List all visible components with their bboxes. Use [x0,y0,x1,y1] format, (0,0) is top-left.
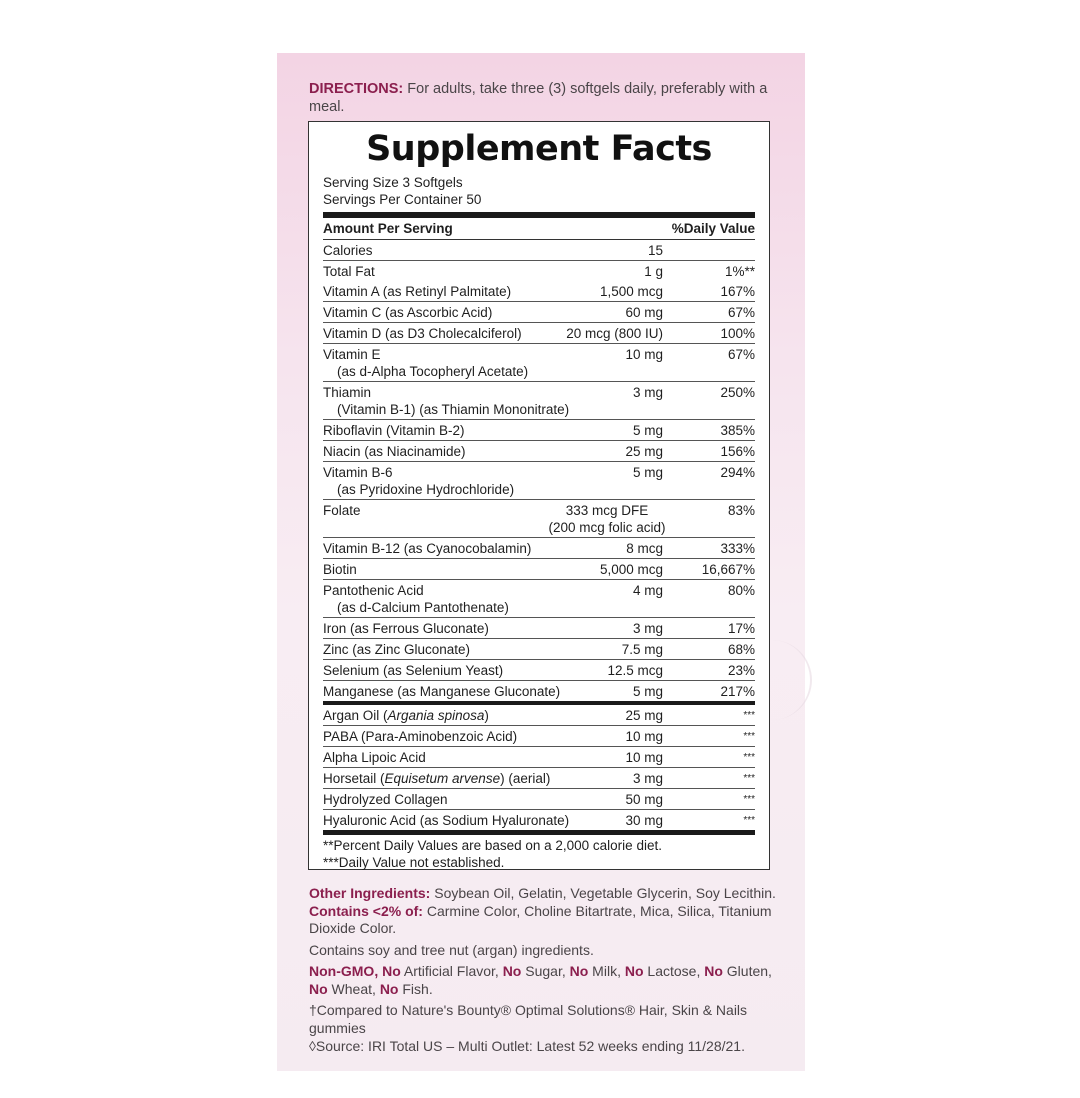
source-note: ◊Source: IRI Total US – Multi Outlet: Latest 52 weeks ending 11/28/21. [309,1038,745,1054]
nutrient-source: (as d-Alpha Tocopheryl Acetate) [337,364,529,379]
facts-header-row [323,220,755,240]
nutrient-amount-cell [559,812,695,829]
nutrient-amount: 30 mg [625,813,663,828]
nutrient-name-cell [323,384,570,418]
nutrient-amount-cell [559,443,695,460]
nutrient-daily-value: 80% [727,583,755,598]
nutrient-name-cell [323,770,559,787]
nutrient-name-cell [323,707,559,724]
claim-bold: Non-GMO, No [309,963,401,979]
supplement-facts-panel [308,121,770,870]
claim-text: Wheat, [327,980,380,997]
nutrient-amount-cell [559,620,695,637]
nutrient-row [323,344,755,382]
nutrient-amount: 10 mg [625,729,663,744]
serving-size: Serving Size 3 Softgels [323,175,463,190]
nutrient-daily-value: *** [743,794,755,805]
ingredients-section [309,885,779,1060]
nutrient-daily-value: 16,667% [701,562,755,577]
nutrient-amount: 60 mg [625,305,663,320]
claim-bold: No [379,980,399,997]
nutrient-daily-value: 167% [720,284,755,299]
nutrient-amount: 3 mg [632,771,663,786]
nutrient-name-cell [323,325,559,342]
nutrient-source: (Vitamin B-1) (as Thiamin Mononitrate) [337,402,570,417]
nutrient-name-cell [323,662,559,679]
nutrient-amount: 25 mg [625,444,663,459]
nutrient-row [323,240,755,261]
nutrient-row [323,281,755,302]
nutrient-amount-cell [559,325,695,342]
facts-group-vitamins [323,281,755,701]
nutrient-daily-value: *** [743,815,755,826]
nutrient-row [323,789,755,810]
nutrient-name: Zinc (as Zinc Gluconate) [323,642,471,657]
nutrient-daily-value: 67% [727,305,755,320]
nutrient-latin-name: Equisetum arvense [384,771,501,786]
nutrient-name-cell [323,304,559,321]
nutrient-amount-cell [559,770,695,787]
nutrient-amount: 1,500 mcg [599,284,663,299]
nutrient-amount-cell [559,582,695,616]
nutrient-row [323,441,755,462]
nutrient-name: Vitamin D (as D3 Cholecalciferol) [323,326,522,341]
nutrient-name: Alpha Lipoic Acid [323,750,426,765]
nutrient-amount: 4 mg [632,583,663,598]
nutrient-name-cell [323,749,559,766]
nutrient-row [323,323,755,344]
nutrient-row [323,302,755,323]
nutrient-amount-cell [559,707,695,724]
nutrient-daily-value: 17% [727,621,755,636]
nutrient-latin-name: Argania spinosa [387,708,485,723]
nutrient-name: PABA (Para-Aminobenzoic Acid) [323,729,518,744]
nutrient-amount-detail: (200 mcg folic acid) [548,520,666,535]
nutrient-row [323,726,755,747]
footnote-daily-values: **Percent Daily Values are based on a 2,000 calorie diet. [323,838,662,853]
nutrient-name: Total Fat [323,264,375,279]
nutrient-name-cell [323,263,559,280]
nutrient-amount-cell [559,263,695,280]
claim-text: Lactose, [643,963,705,979]
nutrient-name-cell [323,791,559,808]
nutrient-amount: 10 mg [625,750,663,765]
nutrient-daily-value: *** [743,710,755,721]
nutrient-name-cell [323,641,559,658]
daily-value-header: %Daily Value [671,221,755,236]
claim-bold: No [624,963,644,979]
nutrient-row [323,500,755,538]
nutrient-amount-cell [559,561,695,578]
nutrient-amount: 8 mcg [626,541,663,556]
nutrient-daily-value: 294% [720,465,755,480]
nutrient-daily-value: 385% [720,423,755,438]
nutrient-amount-cell [519,502,695,536]
nutrient-row [323,559,755,580]
nutrient-amount: 5 mg [632,684,663,699]
nutrient-amount-cell [559,683,695,700]
nutrient-name-cell [323,464,559,498]
nutrient-amount-cell [559,283,695,300]
other-ingredients [309,885,779,938]
nutrient-source: (as Pyridoxine Hydrochloride) [337,482,515,497]
claim-text: Artificial Flavor, [400,963,503,979]
contains-text: Carmine Color, Choline Bitartrate, Mica, Silica, Titanium Dioxide Color. [309,902,772,936]
facts-group-other [323,705,755,830]
nutrient-amount-cell [559,422,695,439]
nutrient-amount-cell [559,464,695,498]
amount-per-serving-header: Amount Per Serving [323,221,453,236]
nutrient-daily-value: 250% [720,385,755,400]
nutrient-amount: 12.5 mcg [607,663,663,678]
nutrient-daily-value: 68% [727,642,755,657]
nutrient-row [323,660,755,681]
nutrient-row [323,580,755,618]
nutrient-daily-value [695,242,755,259]
nutrient-daily-value: *** [743,752,755,763]
footnote-not-established: ***Daily Value not established. [323,855,505,870]
nutrient-amount-cell [559,242,695,259]
claim-bold: No [502,963,522,979]
nutrient-row [323,639,755,660]
nutrient-name: Folate [323,503,361,518]
nutrient-name: Niacin (as Niacinamide) [323,444,466,459]
nutrient-amount: 20 mcg (800 IU) [566,326,663,341]
nutrient-amount-cell [559,641,695,658]
claim-bold: No [704,963,723,979]
servings-per-container: Servings Per Container 50 [323,192,482,207]
claim-text: Fish. [398,980,433,997]
nutrient-row [323,705,755,726]
nutrient-amount: 5,000 mcg [599,562,663,577]
other-ingredients-label: Other Ingredients: [309,885,431,901]
nutrient-amount-cell [559,384,695,418]
panel-fold-edge [770,640,812,720]
nutrient-amount-cell [559,540,695,557]
nutrient-name-cell [323,620,559,637]
directions-text [309,80,779,116]
claim-text: Sugar, [521,963,570,979]
nutrient-daily-value: 1%** [724,264,755,279]
nutrient-amount: 15 [647,243,663,258]
nutrient-row [323,768,755,789]
comparison-note: †Compared to Nature's Bounty® Optimal Solutions® Hair, Skin & Nails gummies [309,1002,748,1036]
nutrient-row [323,747,755,768]
nutrient-name: Vitamin B-6 [323,465,393,480]
nutrient-name-cell [323,540,559,557]
nutrient-amount: 25 mg [625,708,663,723]
nutrient-name-cell [323,422,559,439]
nutrient-name: Iron (as Ferrous Gluconate) [323,621,489,636]
nutrient-name: Hyaluronic Acid (as Sodium Hyaluronate) [323,813,570,828]
nutrient-row [323,382,755,420]
nutrient-name-cell [323,812,570,829]
nutrient-row [323,618,755,639]
nutrient-name: Selenium (as Selenium Yeast) [323,663,504,678]
nutrient-daily-value: *** [743,773,755,784]
nutrient-source: (as d-Calcium Pantothenate) [337,600,509,615]
nutrient-daily-value: 333% [720,541,755,556]
thick-rule [323,212,755,218]
nutrient-name: Vitamin C (as Ascorbic Acid) [323,305,493,320]
nutrient-amount-cell [559,791,695,808]
nutrient-name: Vitamin A (as Retinyl Palmitate) [323,284,512,299]
nutrient-amount-cell [559,662,695,679]
nutrient-name: Hydrolyzed Collagen [323,792,448,807]
facts-group-basic [323,240,755,281]
nutrient-amount: 50 mg [625,792,663,807]
nutrient-daily-value: 100% [720,326,755,341]
nutrient-amount: 5 mg [632,423,663,438]
nutrient-amount: 10 mg [625,347,663,362]
nutrient-name-cell [323,561,559,578]
nutrient-name: Calories [323,243,373,258]
nutrient-name-cell [323,582,559,616]
nutrient-row [323,810,755,830]
free-from-claims [309,963,779,998]
facts-title: Supplement Facts [366,129,712,169]
nutrient-name-cell [323,283,559,300]
claim-bold: No [309,980,328,997]
claim-text: Gluten, [722,963,772,979]
nutrient-row [323,681,755,701]
nutrient-daily-value: *** [743,731,755,742]
nutrient-name-cell [323,346,559,380]
nutrient-name: Horsetail ( [323,771,385,786]
nutrient-row [323,261,755,281]
directions-body: For adults, take three (3) softgels daily, preferably with a meal. [309,81,768,115]
nutrient-amount-cell [559,749,695,766]
other-ingredients-text: Soybean Oil, Gelatin, Vegetable Glycerin, Soy Lecithin. [430,885,776,901]
nutrient-amount-cell [559,346,695,380]
claim-text: Milk, [588,963,625,979]
nutrient-name-tail: ) (aerial) [500,771,551,786]
nutrient-amount: 3 mg [632,621,663,636]
nutrient-name-cell [323,242,559,259]
nutrient-name: Thiamin [323,385,372,400]
nutrient-amount-cell [559,728,695,745]
nutrient-daily-value: 67% [727,347,755,362]
nutrient-row [323,538,755,559]
nutrient-name-tail: ) [484,708,489,723]
facts-footnotes [323,830,755,871]
claim-bold: No [569,963,589,979]
nutrient-amount: 333 mcg DFE [565,503,649,518]
nutrient-row [323,420,755,441]
contains-label: Contains <2% of: [309,902,423,919]
directions-label: DIRECTIONS: [309,81,404,97]
nutrient-daily-value: 23% [727,663,755,678]
allergen-statement: Contains soy and tree nut (argan) ingredients. [309,941,594,958]
nutrient-name: Argan Oil ( [323,708,388,723]
nutrient-name: Riboflavin (Vitamin B-2) [323,423,465,438]
nutrient-name-cell [323,443,559,460]
nutrient-name-cell [323,683,559,700]
nutrient-amount: 5 mg [632,465,663,480]
nutrient-daily-value: 217% [720,684,755,699]
nutrient-amount: 1 g [644,264,663,279]
nutrient-name: Pantothenic Acid [323,583,424,598]
nutrient-amount: 3 mg [632,385,663,400]
nutrient-name: Biotin [323,562,357,577]
nutrient-amount-cell [559,304,695,321]
nutrient-name: Vitamin E [323,347,381,362]
nutrient-row [323,462,755,500]
nutrient-daily-value: 156% [720,444,755,459]
nutrient-name-cell [323,728,559,745]
nutrient-name: Manganese (as Manganese Gluconate) [323,684,561,699]
nutrient-name: Vitamin B-12 (as Cyanocobalamin) [323,541,532,556]
nutrient-daily-value: 83% [727,503,755,518]
nutrient-amount: 7.5 mg [621,642,663,657]
